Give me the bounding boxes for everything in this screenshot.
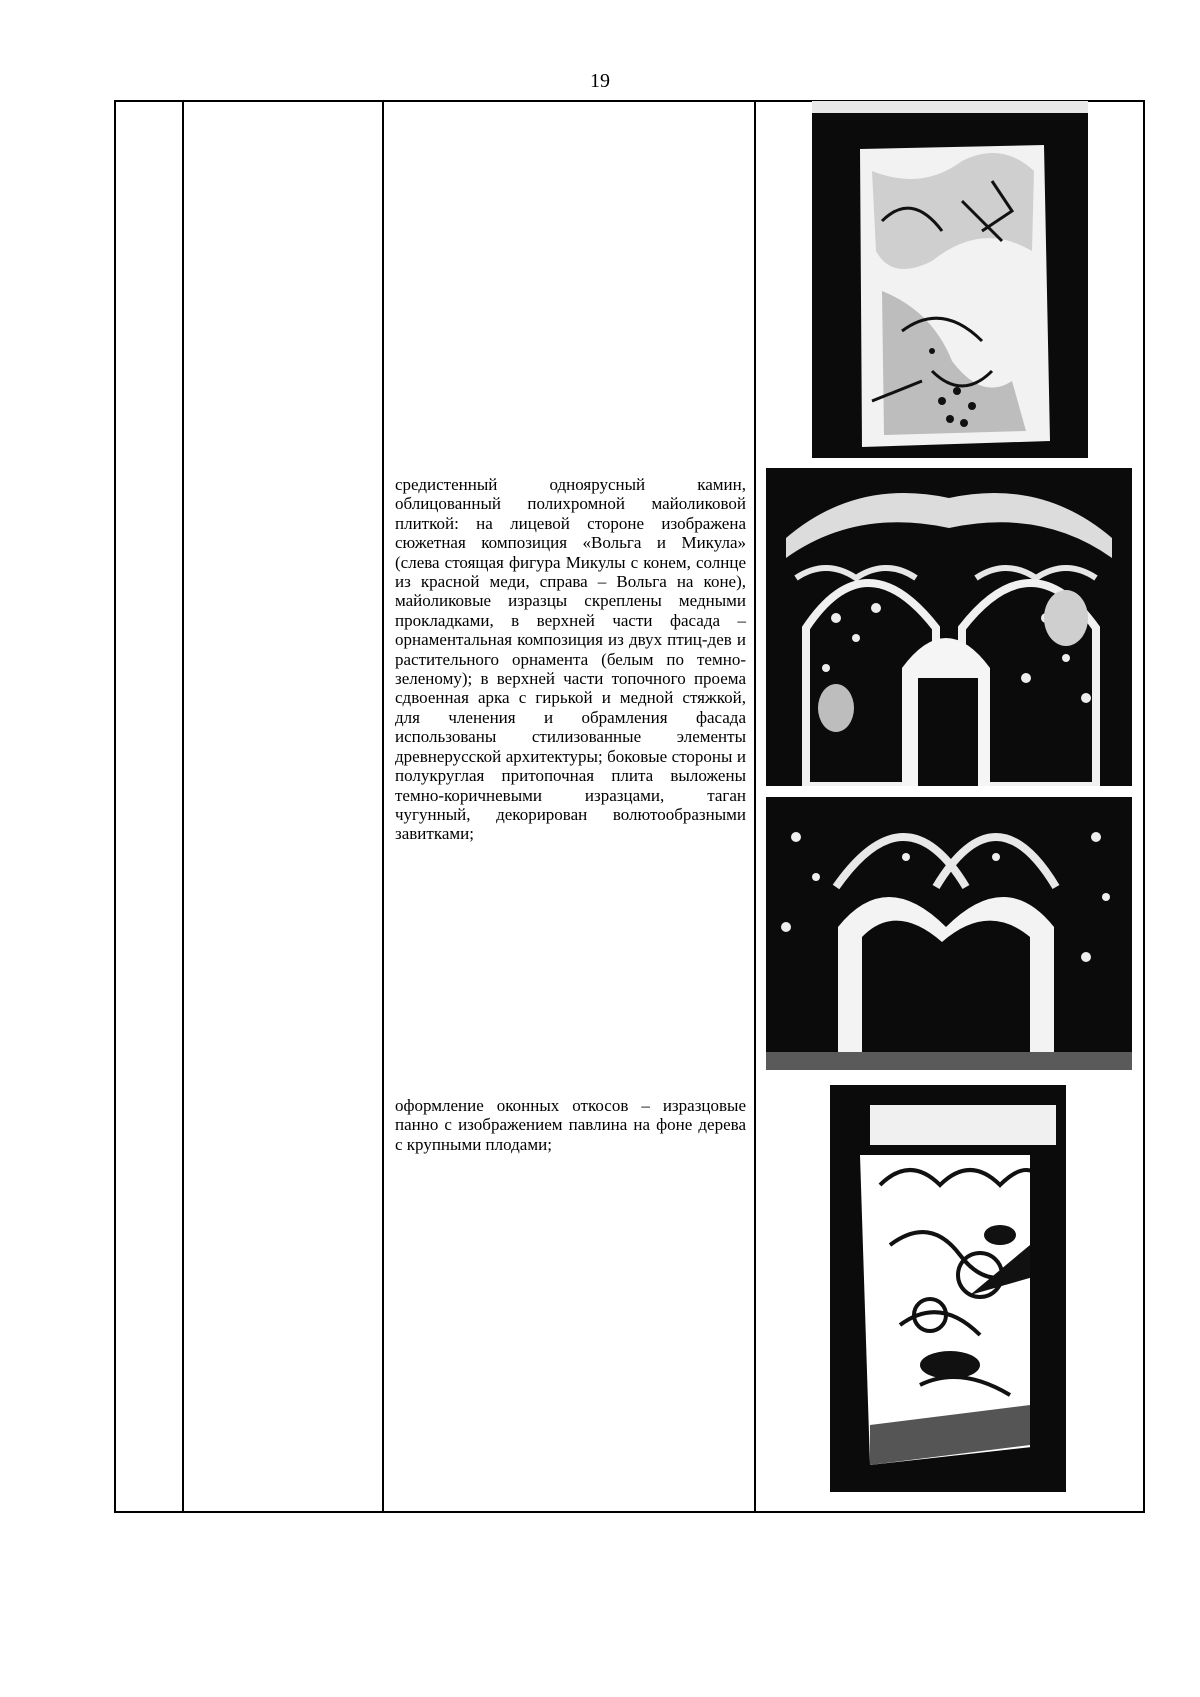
photo-window-peacock-panel xyxy=(830,1085,1066,1492)
column-divider-3 xyxy=(754,102,756,1511)
fireplace-description: средистенный одноярусный камин, облицованный полихромной майоликовой плиткой: на лицевой стороне изображена сюжетная композиция «Вольга и Микула» (слева стоящая фигура Микулы с конем, солнце из красной меди, справа – Вольга на коне), майоликовые изразцы скреплены медными прокладками, в верхней части фасада – орнаментальная композиция из двух птиц-дев и растительного орнамента (белым по темно-зеленому); в верхней части топочного проема сдвоенная арка с гирькой и медной стяжкой, для членения и обрамления фасада использованы стилизованные элементы древнерусской архитектуры; боковые стороны и полукруглая притопочная плита выложены темно-коричневыми изразцами, таган чугунный, декорирован волютообразными завитками; xyxy=(395,475,746,844)
photo-fireplace-top xyxy=(766,468,1132,786)
photo-tile-panel xyxy=(812,101,1088,458)
column-divider-2 xyxy=(382,102,384,1511)
column-divider-1 xyxy=(182,102,184,1511)
photo-fireplace-arch xyxy=(766,797,1132,1070)
window-description: оформление оконных откосов – изразцовые панно с изображением павлина на фоне дерева с крупными плодами; xyxy=(395,1096,746,1154)
page-number: 19 xyxy=(590,70,610,92)
